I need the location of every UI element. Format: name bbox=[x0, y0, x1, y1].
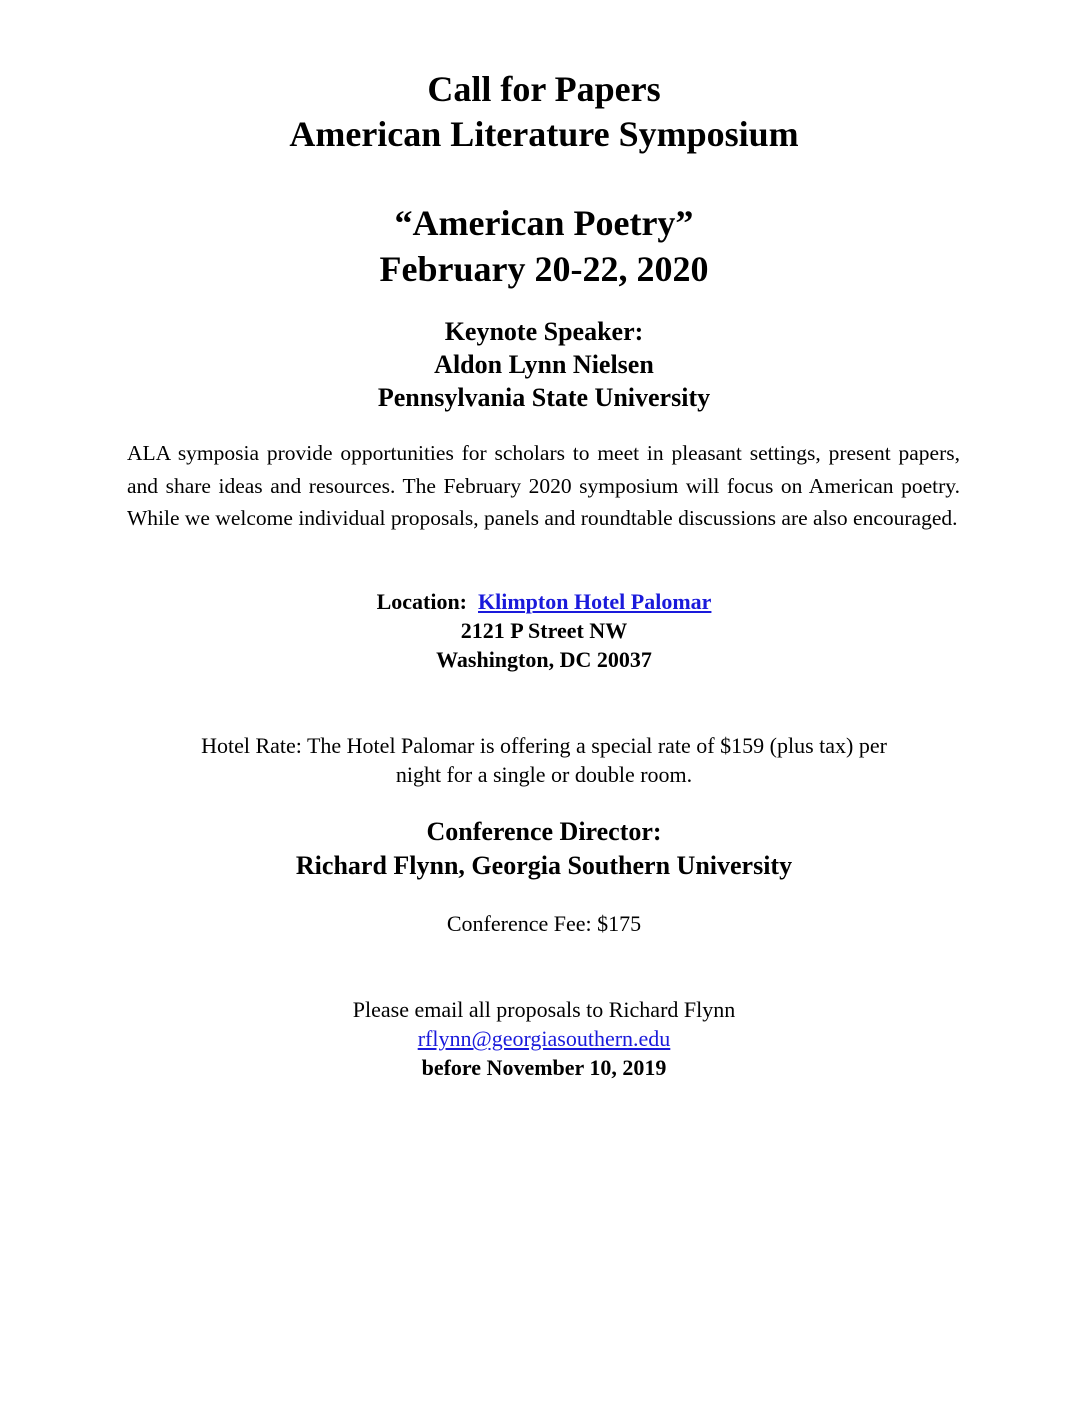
contact-deadline: before November 10, 2019 bbox=[421, 1055, 667, 1080]
description-paragraph: ALA symposia provide opportunities for scholars to meet in pleasant settings, present papers, and share ideas and resources. The February 2020 symposium will focus on American poetry. While we welcome individual proposals, panels and roundtable discussions are also encouraged. bbox=[127, 441, 960, 530]
location-city: Washington, DC 20037 bbox=[436, 647, 652, 672]
location-label: Location: bbox=[376, 589, 468, 614]
conference-fee: Conference Fee: $175 bbox=[446, 911, 642, 936]
hotel-rate-line2: night for a single or double room. bbox=[395, 762, 693, 787]
contact-email-link[interactable]: rflynn@georgiasouthern.edu bbox=[417, 1026, 671, 1051]
keynote-affiliation: Pennsylvania State University bbox=[377, 383, 711, 412]
hotel-link[interactable]: Klimpton Hotel Palomar bbox=[478, 589, 712, 614]
keynote-label: Keynote Speaker: bbox=[444, 317, 644, 346]
heading-dates: February 20-22, 2020 bbox=[379, 249, 709, 289]
heading-symposium-name: American Literature Symposium bbox=[289, 114, 799, 154]
heading-theme: “American Poetry” bbox=[394, 203, 694, 243]
contact-instruction: Please email all proposals to Richard Flynn bbox=[352, 997, 736, 1022]
heading-call-for-papers: Call for Papers bbox=[427, 69, 661, 109]
location-line bbox=[0, 587, 1088, 616]
director-name: Richard Flynn, Georgia Southern University bbox=[295, 851, 793, 880]
location-street: 2121 P Street NW bbox=[460, 618, 628, 643]
contact-email-row bbox=[0, 1024, 1088, 1053]
hotel-rate-line1: Hotel Rate: The Hotel Palomar is offering a special rate of $159 (plus tax) per bbox=[201, 733, 887, 758]
director-label: Conference Director: bbox=[426, 817, 662, 846]
keynote-name: Aldon Lynn Nielsen bbox=[434, 350, 654, 379]
